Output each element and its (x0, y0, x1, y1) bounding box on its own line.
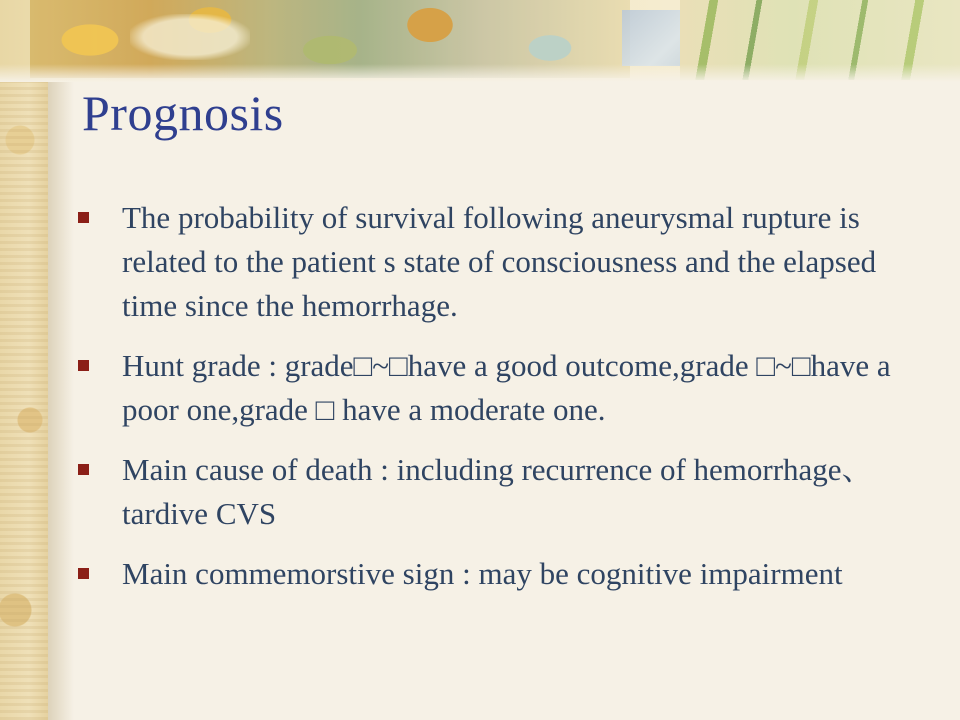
slide-title: Prognosis (82, 85, 284, 141)
bullet-list (78, 196, 908, 612)
square-bullet-icon (78, 568, 89, 579)
bullet-text: Main commemorstive sign : may be cognitive impairment (122, 556, 843, 591)
left-shadow (48, 78, 74, 720)
bullet-item (78, 344, 908, 432)
bullet-item (78, 196, 908, 328)
bullet-item (78, 448, 908, 536)
square-bullet-icon (78, 464, 89, 475)
left-decorative-band (0, 0, 48, 720)
square-bullet-icon (78, 360, 89, 371)
bullet-text: Hunt grade : grade□~□have a good outcome,grade □~□have a poor one,grade □ have a moderate one. (122, 348, 891, 427)
banner-fade (0, 64, 960, 82)
bullet-item (78, 552, 908, 596)
banner-highlight (130, 14, 250, 60)
bullet-text: Main cause of death : including recurrence of hemorrhage、tardive CVS (122, 452, 873, 531)
bullet-text: The probability of survival following aneurysmal rupture is related to the patient s state of consciousness and the elapsed time since the hemorrhage. (122, 200, 877, 323)
square-bullet-icon (78, 212, 89, 223)
decorative-banner (0, 0, 960, 82)
